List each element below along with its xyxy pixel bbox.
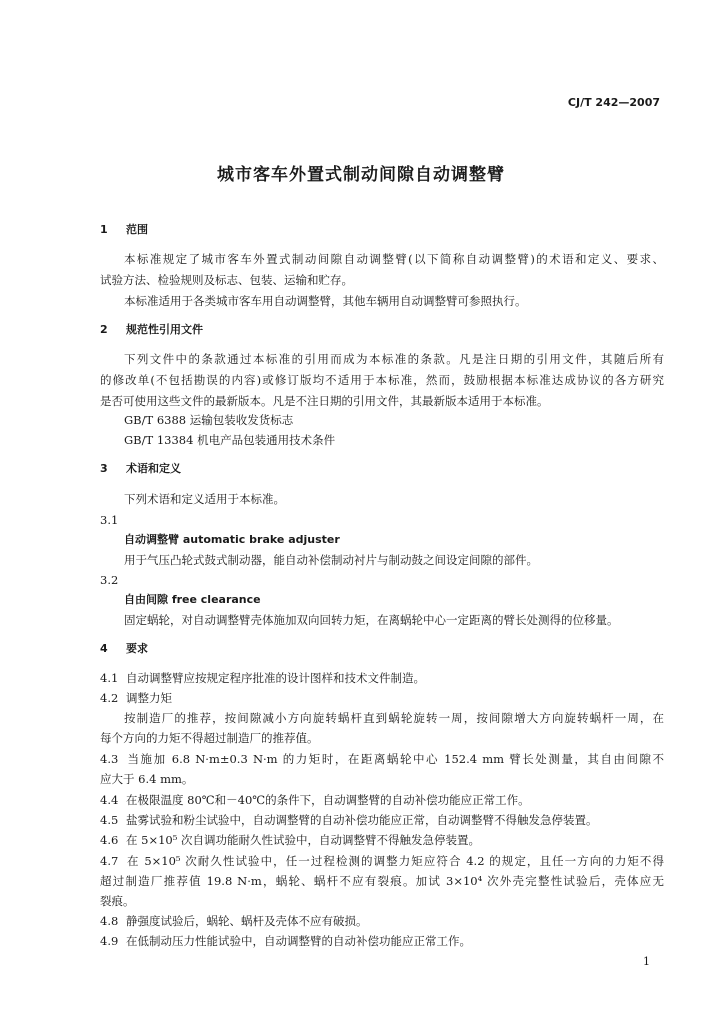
clause-number: 4.7 — [100, 854, 119, 868]
paragraph-line: 是否可使用这些文件的最新版本。凡是不注日期的引用文件，其最新版本适用于本标准。 — [100, 394, 549, 408]
section-1-heading — [100, 223, 148, 237]
clause-number: 3.2 — [100, 573, 119, 587]
standard-code: CJ/T 242—2007 — [567, 96, 660, 109]
clause-4-5 — [100, 813, 598, 827]
paragraph-line: 下列术语和定义适用于本标准。 — [124, 492, 285, 506]
paragraph-line: 每个方向的力矩不得超过制造厂的推荐值。 — [100, 731, 319, 745]
clause-number: 4.1 — [100, 671, 119, 685]
section-title: 术语和定义 — [126, 462, 181, 475]
section-number: 2 — [100, 323, 108, 336]
section-number: 1 — [100, 223, 108, 236]
clause-4-7 — [100, 854, 664, 868]
clause-number: 4.6 — [100, 833, 119, 847]
term-definition: 用于气压凸轮式鼓式制动器，能自动补偿制动衬片与制动鼓之间设定间隙的部件。 — [124, 553, 538, 567]
section-number: 3 — [100, 462, 108, 475]
page-number: 1 — [643, 955, 650, 968]
clause-text: 自动调整臂应按规定程序批准的设计图样和技术文件制造。 — [126, 671, 425, 685]
paragraph-line: 本标准适用于各类城市客车用自动调整臂，其他车辆用自动调整臂可参照执行。 — [124, 294, 527, 308]
paragraph-line: 本标准规定了城市客车外置式制动间隙自动调整臂(以下简称自动调整臂)的术语和定义、要求、 — [124, 252, 664, 266]
paragraph-line: 按制造厂的推荐，按间隙减小方向旋转蜗杆直到蜗轮旋转一周，按间隙增大方向旋转蜗杆一周，在 — [124, 711, 664, 725]
clause-4-1 — [100, 671, 425, 685]
clause-text: 在 5×10⁵ 次自调功能耐久性试验中，自动调整臂不得触发急停装置。 — [126, 833, 481, 847]
term-definition: 固定蜗轮，对自动调整臂壳体施加双向回转力矩，在离蜗轮中心一定距离的臂长处测得的位移量。 — [124, 613, 619, 627]
section-3-heading — [100, 462, 181, 476]
paragraph-line: 超过制造厂推荐值 19.8 N·m，蜗轮、蜗杆不应有裂痕。加试 3×10⁴ 次外壳完整性试验后，壳体应无 — [100, 874, 664, 888]
clause-number: 4.5 — [100, 813, 119, 827]
clause-4-8 — [100, 914, 368, 928]
clause-text: 在极限温度 80℃和－40℃的条件下，自动调整臂的自动补偿功能应正常工作。 — [126, 793, 530, 807]
clause-number: 4.2 — [100, 691, 119, 705]
term-entry: 自动调整臂 automatic brake adjuster — [124, 533, 340, 546]
paragraph-line: 的修改单(不包括勘误的内容)或修订版均不适用于本标准，然而，鼓励根据本标准达成协议的各方研究 — [100, 373, 664, 387]
clause-4-2 — [100, 691, 172, 705]
clause-text: 盐雾试验和粉尘试验中，自动调整臂的自动补偿功能应正常，自动调整臂不得触发急停装置。 — [126, 813, 598, 827]
paragraph-line: 裂痕。 — [100, 894, 135, 908]
clause-4-6 — [100, 833, 480, 847]
section-title: 规范性引用文件 — [126, 323, 203, 336]
section-4-heading — [100, 642, 148, 656]
section-number: 4 — [100, 642, 108, 655]
reference-item: GB/T 6388 运输包装收发货标志 — [124, 413, 294, 427]
clause-4-4 — [100, 793, 530, 807]
document-title: 城市客车外置式制动间隙自动调整臂 — [217, 165, 505, 185]
clause-4-3 — [100, 752, 664, 766]
term-entry: 自由间隙 free clearance — [124, 593, 261, 606]
clause-text: 在低制动压力性能试验中，自动调整臂的自动补偿功能应正常工作。 — [126, 934, 471, 948]
paragraph-line: 应大于 6.4 mm。 — [100, 772, 194, 786]
section-title: 范围 — [126, 223, 148, 236]
clause-number: 4.4 — [100, 793, 119, 807]
clause-text: 调整力矩 — [126, 691, 172, 705]
clause-4-9 — [100, 934, 471, 948]
clause-text: 静强度试验后，蜗轮、蜗杆及壳体不应有破损。 — [126, 914, 368, 928]
clause-number: 4.8 — [100, 914, 119, 928]
clause-number: 4.3 — [100, 752, 119, 766]
clause-text: 当施加 6.8 N·m±0.3 N·m 的力矩时，在距离蜗轮中心 152.4 mm 臂长处测量，其自由间隙不 — [126, 752, 664, 766]
clause-number: 4.9 — [100, 934, 119, 948]
paragraph-line: 试验方法、检验规则及标志、包装、运输和贮存。 — [100, 273, 353, 287]
section-2-heading — [100, 323, 203, 337]
clause-text: 在 5×10⁵ 次耐久性试验中，任一过程检测的调整力矩应符合 4.2 的规定，且任一方向的力矩不得 — [126, 854, 664, 868]
section-title: 要求 — [126, 642, 148, 655]
clause-number: 3.1 — [100, 513, 119, 527]
reference-item: GB/T 13384 机电产品包装通用技术条件 — [124, 433, 336, 447]
paragraph-line: 下列文件中的条款通过本标准的引用而成为本标准的条款。凡是注日期的引用文件，其随后所有 — [124, 352, 664, 366]
